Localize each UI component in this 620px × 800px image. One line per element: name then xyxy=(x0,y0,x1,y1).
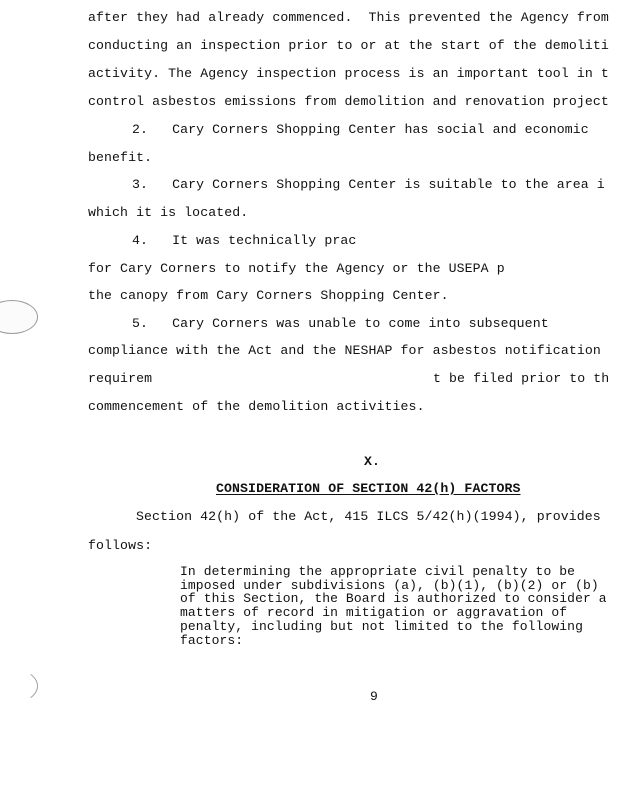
text-line: requirem xyxy=(88,371,153,386)
punch-hole xyxy=(0,667,38,705)
text-line: control asbestos emissions from demolition and renovation project xyxy=(88,94,609,109)
quote-line: penalty, including but not limited to the following xyxy=(180,619,583,634)
text-line: 5. Cary Corners was unable to come into subsequent xyxy=(132,316,549,331)
text-line: follows: xyxy=(88,538,153,553)
text-line: conducting an inspection prior to or at the start of the demoliti xyxy=(88,38,609,53)
quote-line: imposed under subdivisions (a), (b)(1), (b)(2) or (b) xyxy=(180,578,599,593)
text-line: Section 42(h) of the Act, 415 ILCS 5/42(h)(1994), provides xyxy=(136,509,601,524)
text-line: commencement of the demolition activities. xyxy=(88,399,425,414)
section-number: X. xyxy=(364,454,381,469)
punch-hole xyxy=(0,300,38,334)
section-heading: CONSIDERATION OF SECTION 42(h) FACTORS xyxy=(216,481,521,496)
text-line: which it is located. xyxy=(88,205,249,220)
text-line: benefit. xyxy=(88,150,153,165)
text-line: for Cary Corners to notify the Agency or the USEPA p xyxy=(88,261,505,276)
text-line: t be filed prior to th xyxy=(433,371,610,386)
text-line: activity. The Agency inspection process is an important tool in t xyxy=(88,66,609,81)
quote-line: of this Section, the Board is authorized to consider a xyxy=(180,591,607,606)
text-line: 2. Cary Corners Shopping Center has social and economic xyxy=(132,122,589,137)
text-line: compliance with the Act and the NESHAP for asbestos notification xyxy=(88,343,601,358)
text-line: the canopy from Cary Corners Shopping Center. xyxy=(88,288,449,303)
page-number: 9 xyxy=(370,689,378,704)
text-line: 3. Cary Corners Shopping Center is suitable to the area i xyxy=(132,177,605,192)
text-line: 4. It was technically prac xyxy=(132,233,357,248)
quote-line: matters of record in mitigation or aggravation of xyxy=(180,605,568,620)
text-line: after they had already commenced. This prevented the Agency from xyxy=(88,10,609,25)
quote-line: In determining the appropriate civil penalty to be xyxy=(180,564,576,579)
quote-line: factors: xyxy=(180,633,244,648)
